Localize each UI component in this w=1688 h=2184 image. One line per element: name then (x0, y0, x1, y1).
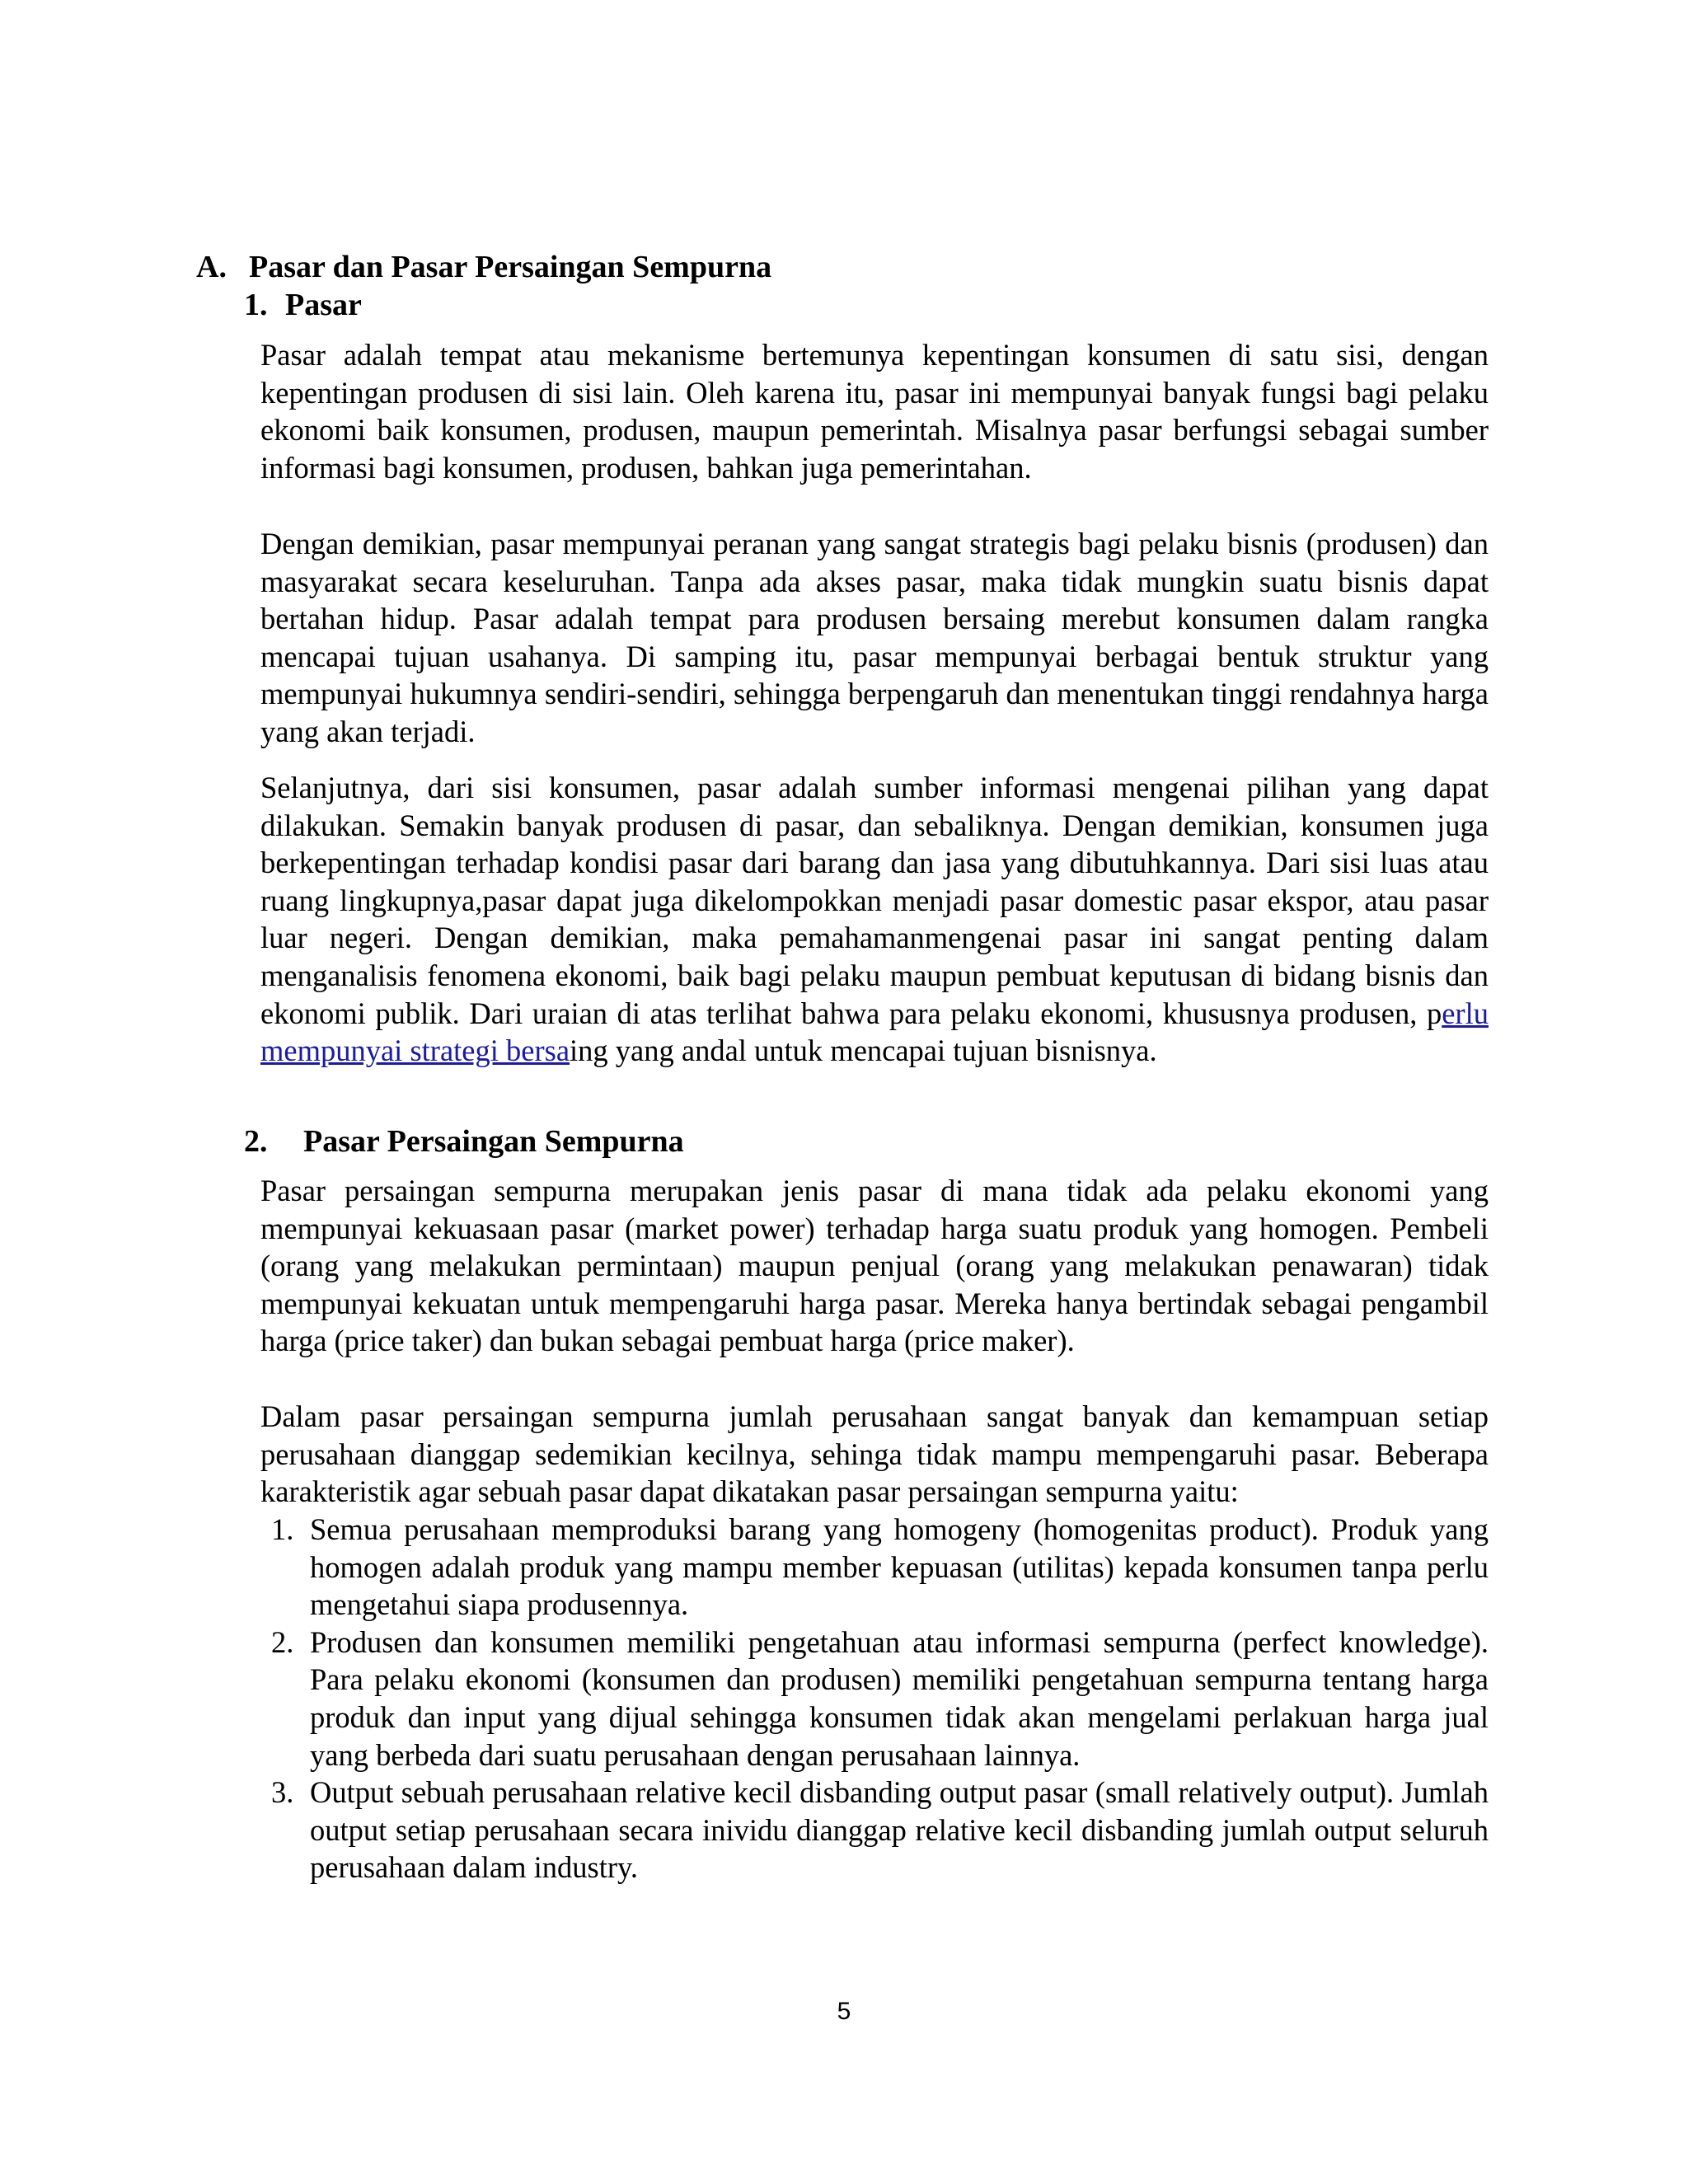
paragraph-pasar-3 (260, 769, 1489, 1070)
paragraph-persaingan-2: Dalam pasar persaingan sempurna jumlah perusahaan sangat banyak dan kemampuan setiap perusahaan dianggap sedemikian kecilnya, sehinga tidak mampu mempengaruhi pasar. Beberapa karakteristik agar sebuah pasar dapat dikatakan pasar persaingan sempurna yaitu: (260, 1399, 1489, 1509)
section-heading (196, 248, 771, 286)
subsection-2-heading (244, 1122, 684, 1160)
list-item (260, 1774, 1489, 1886)
list-item-text: Output sebuah perusahaan relative kecil disbanding output pasar (small relatively output). Jumlah output setiap perusahaan secara inividu dianggap relative kecil disbanding jumlah output seluruh perusahaan dalam industry. (310, 1775, 1489, 1885)
paragraph-pasar-3-text: Selanjutnya, dari sisi konsumen, pasar adalah sumber informasi mengenai pilihan yang dapat dilakukan. Semakin banyak produsen di pasar, dan sebaliknya. Dengan demikian, konsumen juga berkepentingan terhadap kondisi pasar dari barang dan jasa yang dibutuhkannya. Dari sisi luas atau ruang lingkupnya,pasar dapat juga dikelompokkan menjadi pasar domestic pasar ekspor, atau pasar luar negeri. Dengan demikian, maka pemahamanmengenai pasar ini sangat penting dalam menganalisis fenomena ekonomi, baik bagi pelaku maupun pembuat keputusan di bidang bisnis dan ekonomi publik. Dari uraian di atas terlihat bahwa para pelaku ekonomi, khususnya produsen, p (260, 771, 1489, 1030)
list-item (260, 1624, 1489, 1774)
section-marker: A. (196, 250, 227, 284)
subsection-2-marker: 2. (244, 1124, 268, 1159)
section-title: Pasar dan Pasar Persaingan Sempurna (249, 250, 772, 284)
paragraph-persaingan-1: Pasar persaingan sempurna merupakan jenis pasar di mana tidak ada pelaku ekonomi yang mempunyai kekuasaan pasar (market power) terhadap harga suatu produk yang homogen. Pembeli (orang yang melakukan permintaan) maupun penjual (orang yang melakukan penawaran) tidak mempunyai kekuatan untuk mempengaruhi harga pasar. Mereka hanya bertindak sebagai pengambil harga (price taker) dan bukan sebagai pembuat harga (price maker). (260, 1174, 1489, 1358)
subsection-1-title: Pasar (285, 288, 362, 322)
strategy-link[interactable]: erlu mempunyai strategi bersa (260, 996, 1489, 1068)
subsection-1-heading (244, 286, 362, 324)
paragraph-pasar-1: Pasar adalah tempat atau mekanisme bertemunya kepentingan konsumen di satu sisi, dengan kepentingan produsen di sisi lain. Oleh karena itu, pasar ini mempunyai banyak fungsi bagi pelaku ekonomi baik konsumen, produsen, maupun pemerintah. Misalnya pasar berfungsi sebagai sumber informasi bagi konsumen, produsen, bahkan juga pemerintahan. (260, 338, 1489, 485)
page-number: 5 (837, 1998, 851, 2025)
characteristics-list (260, 1511, 1489, 1886)
paragraph-pasar-2: Dengan demikian, pasar mempunyai peranan yang sangat strategis bagi pelaku bisnis (produsen) dan masyarakat secara keseluruhan. Tanpa ada akses pasar, maka tidak mungkin suatu bisnis dapat bertahan hidup. Pasar adalah tempat para produsen bersaing merebut konsumen dalam rangka mencapai tujuan usahanya. Di samping itu, pasar mempunyai berbagai bentuk struktur yang mempunyai hukumnya sendiri-sendiri, sehingga berpengaruh dan menentukan tinggi rendahnya harga yang akan terjadi. (260, 527, 1489, 748)
list-item (260, 1511, 1489, 1624)
subsection-2-title: Pasar Persaingan Sempurna (303, 1124, 684, 1159)
list-item-marker: 2. (271, 1624, 294, 1659)
list-item-marker: 1. (271, 1512, 294, 1546)
paragraph-pasar-3-tail: ing yang andal untuk mencapai tujuan bisnisnya. (570, 1033, 1157, 1068)
list-item-text: Semua perusahaan memproduksi barang yang homogeny (homogenitas product). Produk yang homogen adalah produk yang mampu member kepuasan (utilitas) kepada konsumen tanpa perlu mengetahui siapa produsennya. (310, 1512, 1489, 1622)
list-item-marker: 3. (271, 1775, 294, 1810)
list-item-text: Produsen dan konsumen memiliki pengetahuan atau informasi sempurna (perfect knowledge). Para pelaku ekonomi (konsumen dan produsen) memiliki pengetahuan sempurna tentang harga produk dan input yang dijual sehingga konsumen tidak akan mengelami perlakuan harga jual yang berbeda dari suatu perusahaan dengan perusahaan lainnya. (310, 1624, 1489, 1772)
subsection-1-marker: 1. (244, 288, 268, 322)
